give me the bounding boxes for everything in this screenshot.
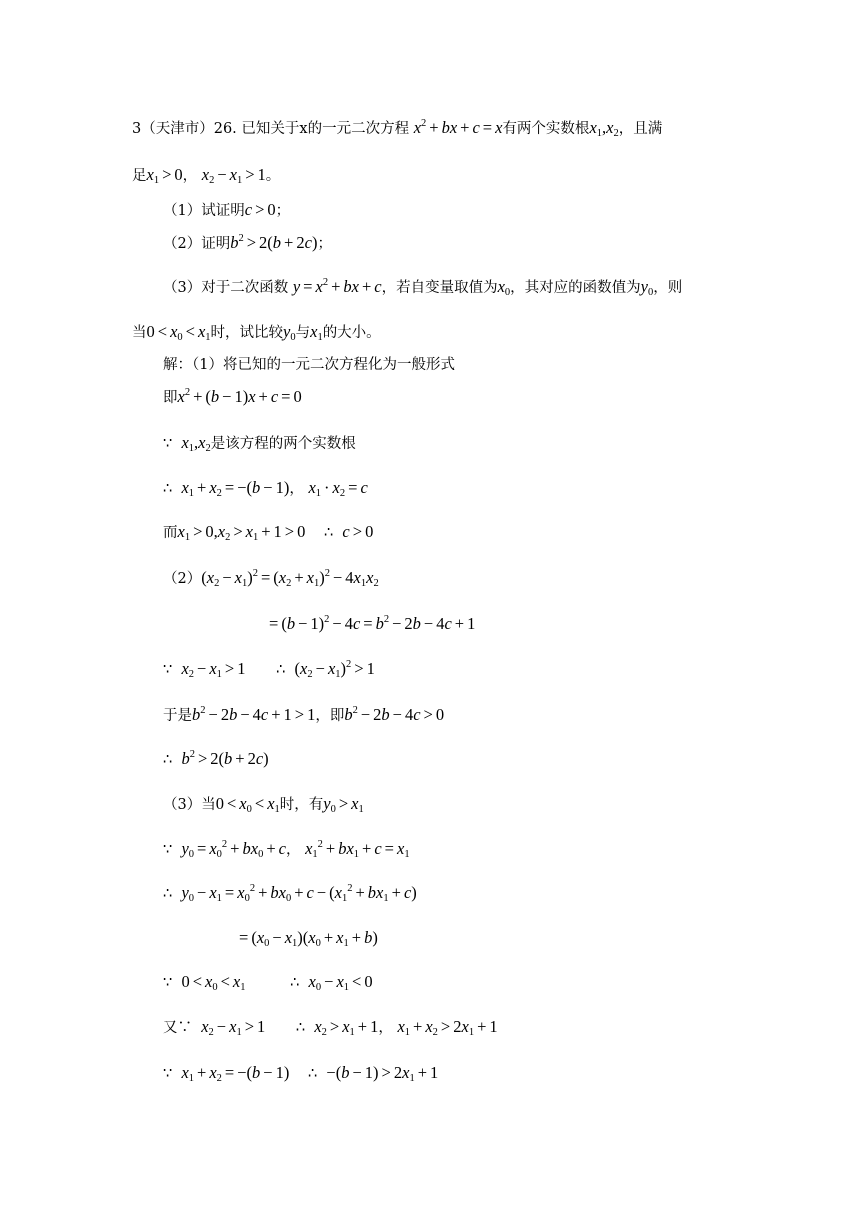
solution-part-3-line-4: = $(x_0 - x_1)(x_0 + x_1 + b)$	[239, 928, 378, 949]
solution-intro: 解：（1）将已知的一元二次方程化为一般形式	[163, 357, 455, 373]
solution-part-2-conclusion: ∴ $b^2 > 2(b + 2c)$	[163, 749, 269, 768]
solution-part-2-line-2: = $(b - 1)^2 - 4c = b^2 - 2b - 4c + 1$	[269, 614, 476, 633]
question-3-cont: 当$0 < x_0 < x_1$时，试比较$y_0$与$x_1$的大小。	[132, 322, 381, 343]
solution-part-3-line-1: （3）当$0 < x_0 < x_1$时，有$y_0 > x_1$	[163, 794, 364, 815]
solution-part-3-line-3: ∴ $y_0 - x_1 = x_0^2 + bx_0 + c - (x_1^2 + bx_1 + c)$	[163, 883, 417, 904]
solution-part-3-line-5: ∵ $0 < x_0 < x_1$ ∴ $x_0 - x_1 < 0$	[163, 972, 373, 993]
solution-line-c-positive: 而$x_1 > 0,x_2 > x_1 + 1 > 0$ ∴ c > 0	[163, 522, 374, 543]
problem-line-1: 3（天津市）26. 已知关于x的一元二次方程 $x^2$ + bx + c = x有两个实数根$x_1,x_2$，且满	[132, 118, 663, 139]
problem-line-2: 足$x_1 > 0$， $x_2 - x_1 > 1$。	[132, 165, 281, 186]
question-3: （3）对于二次函数 $y = x^2$ + bx + c，若自变量取值为$x_0$，其对应的函数值为$y_0$，则	[163, 277, 683, 298]
solution-line-general-form: 即$x^2 + (b - 1)x + c = 0$	[163, 387, 302, 406]
question-1: （1）试证明c > 0；	[163, 200, 291, 219]
solution-part-2-line-1: $(2)(x_2 - x_1)^2 = (x_2 + x_1)^2 - 4x_1x_2$	[163, 568, 379, 589]
solution-part-3-line-7: ∵ $x_1 + x_2 = -(b - 1)$ ∴ $-(b - 1) > 2x_1 + 1$	[163, 1063, 439, 1084]
solution-part-3-line-6: 又∵ $x_2 - x_1 > 1$ ∴ $x_2 > x_1 + 1$， $x_1 + x_2 > 2x_1 + 1$	[163, 1017, 498, 1038]
solution-line-vieta: ∴ $x_1 + x_2 = -(b - 1)$， $x_1 \cdot x_2 = c$	[163, 478, 368, 499]
solution-line-roots: ∵ $x_1,x_2$是该方程的两个实数根	[163, 433, 356, 454]
question-2: （2）证明$b^2 > 2(b + 2c)$；	[163, 233, 332, 252]
solution-part-2-line-3: ∵ $x_2 - x_1 > 1$ ∴ $(x_2 - x_1)^2 > 1$	[163, 659, 375, 680]
solution-part-2-line-4: 于是$b^2 - 2b - 4c + 1 > 1$，即$b^2 - 2b - 4c > 0$	[163, 705, 445, 724]
solution-part-3-line-2: ∵ $y_0 = x_0^2 + bx_0 + c$， $x_1^2 + bx_1 + c = x_1$	[163, 839, 410, 860]
